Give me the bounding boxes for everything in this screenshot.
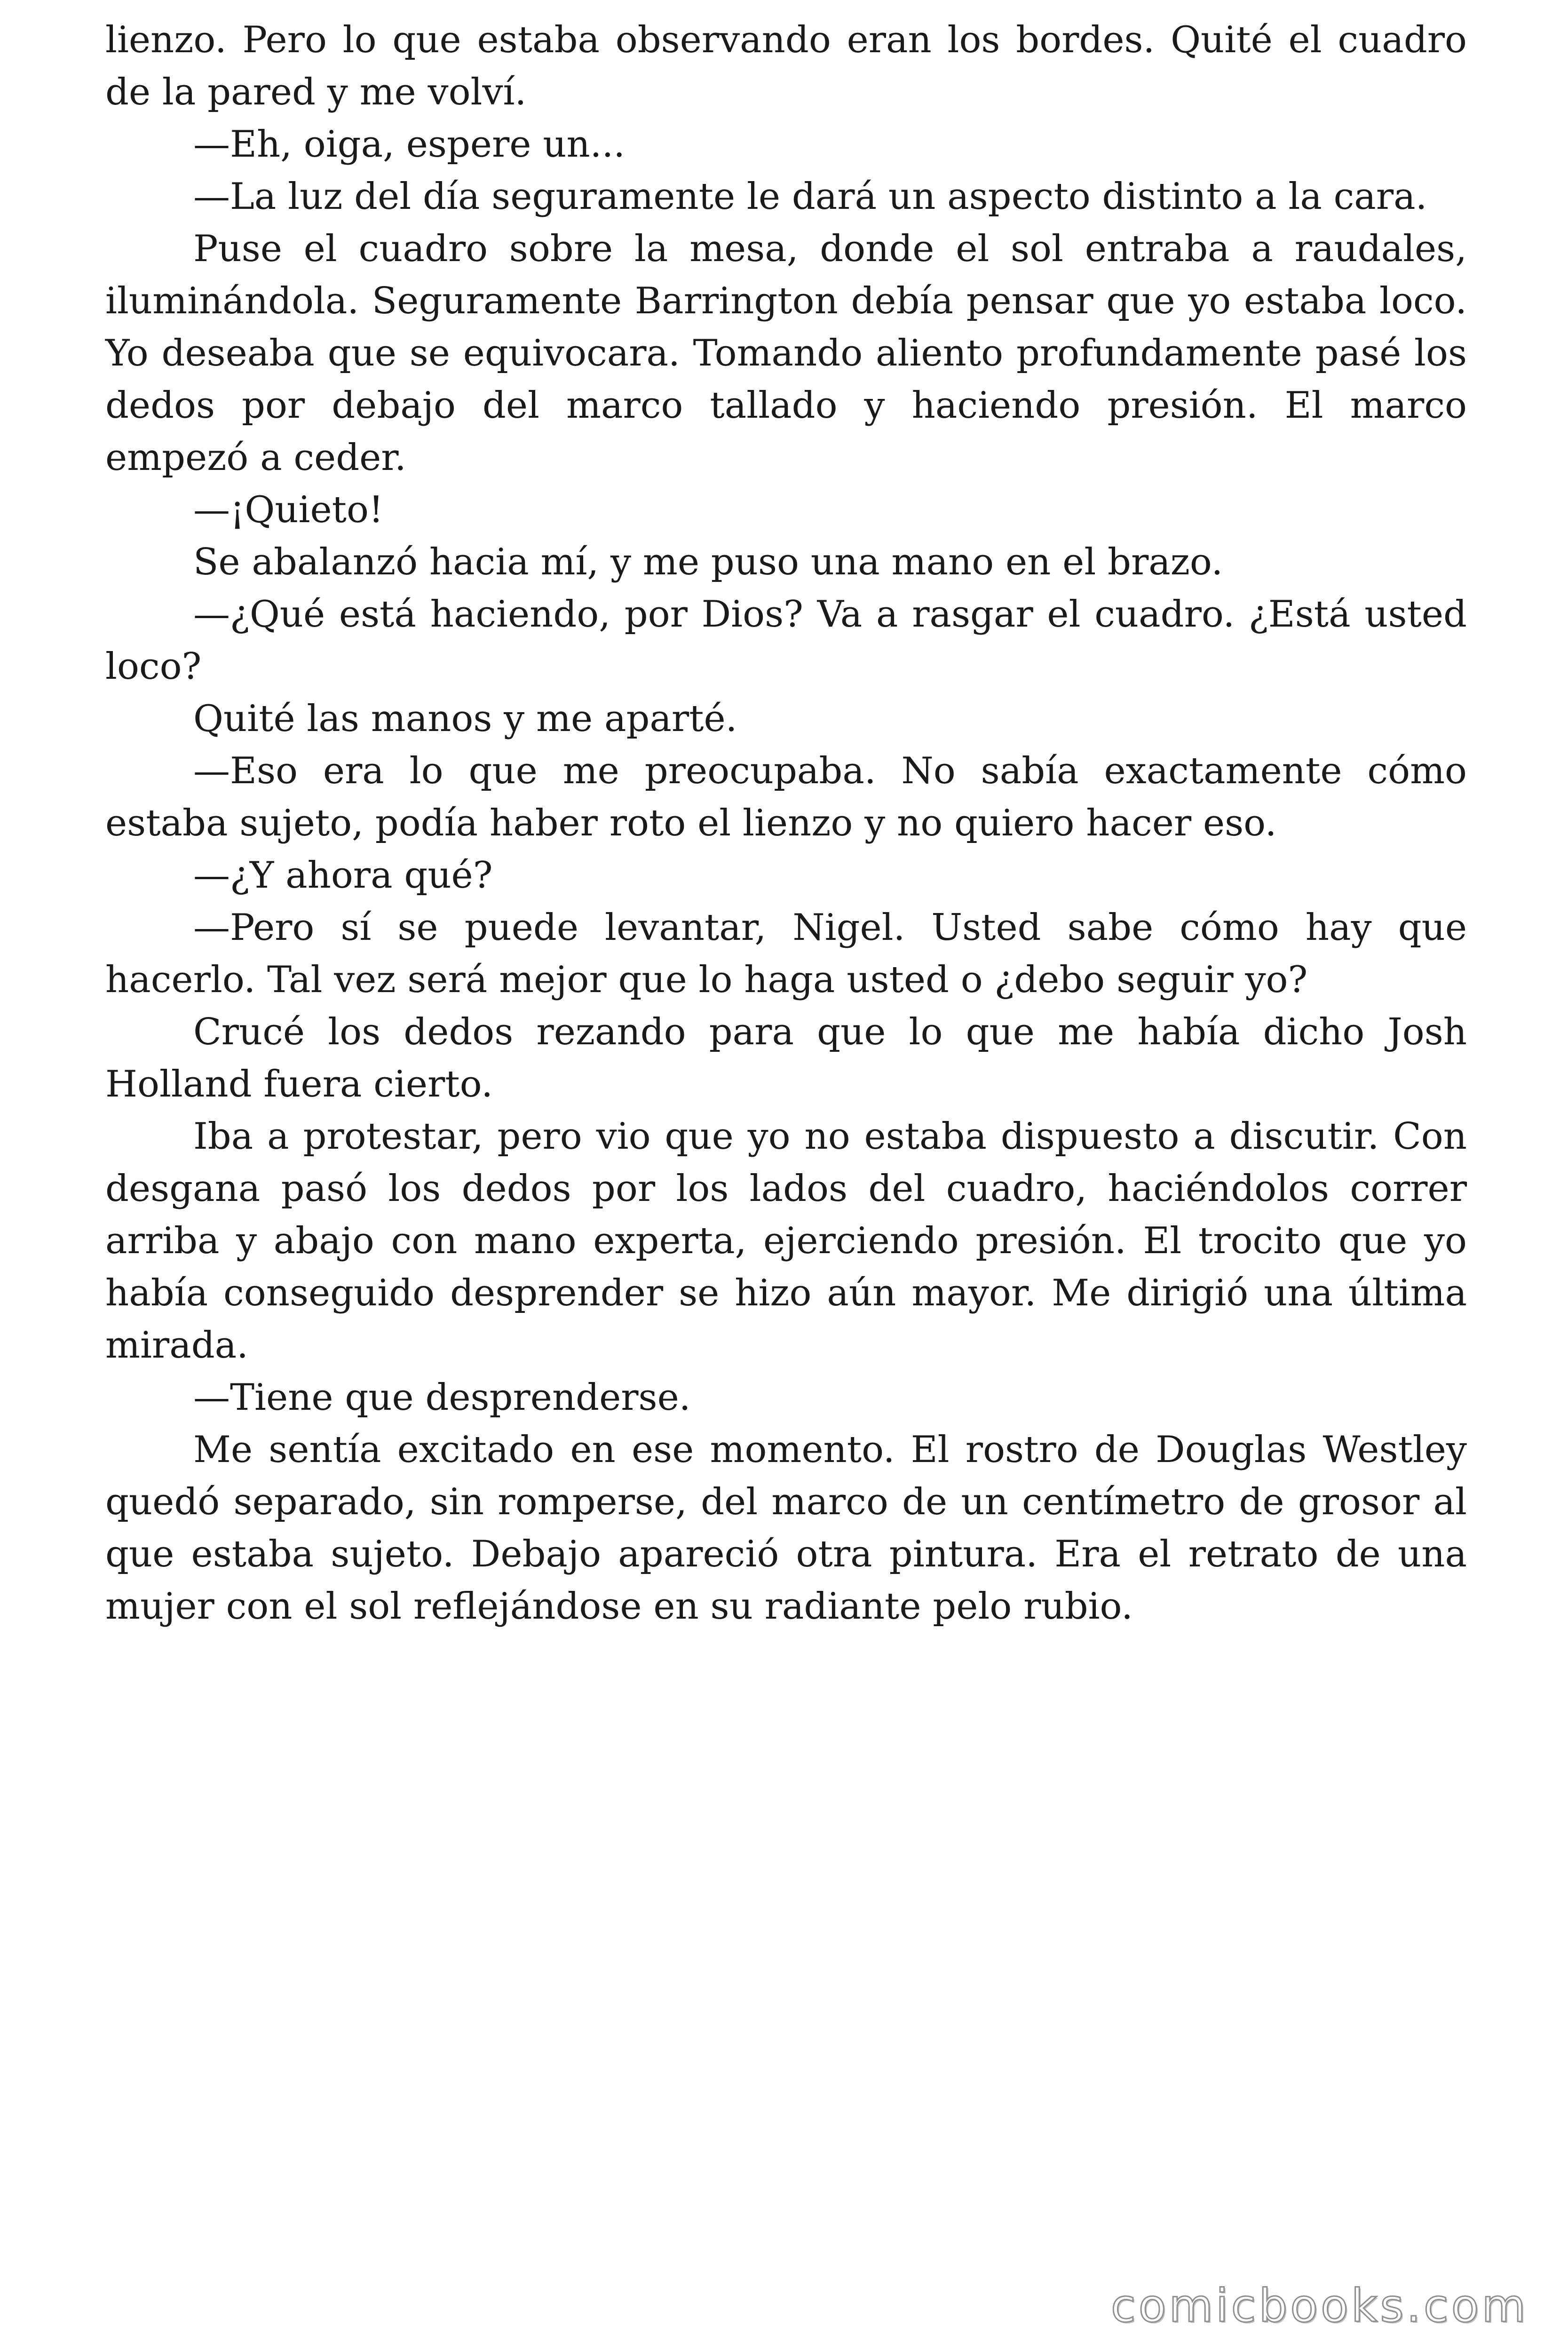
paragraph-10: —¿Y ahora qué? [193,854,493,897]
paragraph-15: Me sentía excitado en ese momento. El rostro de Douglas Westley quedó separado, sin romperse, del marco de un centímetro de grosor al que estaba sujeto. Debajo apareció otra pintura. Era el retrato de una mujer con el sol reflejándose en su radiante pelo rubio. [105,1429,1467,1628]
paragraph-2: —Eh, oiga, espere un... [193,123,626,166]
paragraph-6: Se abalanzó hacia mí, y me puso una mano en el brazo. [193,541,1223,583]
paragraph-1: lienzo. Pero lo que estaba observando eran los bordes. Quité el cuadro de la pared y me volví. [105,19,1467,113]
paragraph-14: —Tiene que desprenderse. [193,1376,691,1419]
paragraph-3: —La luz del día seguramente le dará un aspecto distinto a la cara. [193,175,1427,218]
paragraph-13: Iba a protestar, pero vio que yo no estaba dispuesto a discutir. Con desgana pasó los dedos por los lados del cuadro, haciéndolos correr arriba y abajo con mano experta, ejerciendo presión. El trocito que yo había conseguido desprender se hizo aún mayor. Me dirigió una última mirada. [105,1115,1467,1367]
paragraph-11: —Pero sí se puede levantar, Nigel. Usted sabe cómo hay que hacerlo. Tal vez será mejor que lo haga usted o ¿debo seguir yo? [105,906,1467,1001]
paragraph-5: —¡Quieto! [193,489,384,531]
paragraph-9: —Eso era lo que me preocupaba. No sabía exactamente cómo estaba sujeto, podía haber roto el lienzo y no quiero hacer eso. [105,750,1467,844]
paragraph-4: Puse el cuadro sobre la mesa, donde el sol entraba a raudales, iluminándola. Seguramente Barrington debía pensar que yo estaba loco. Yo deseaba que se equivocara. Tomando aliento profundamente pasé los dedos por debajo del marco tallado y haciendo presión. El marco empezó a ceder. [105,228,1467,479]
paragraph-8: Quité las manos y me aparté. [193,698,737,740]
body-text [105,14,1467,1633]
paragraph-7: —¿Qué está haciendo, por Dios? Va a rasgar el cuadro. ¿Está usted loco? [105,593,1467,688]
watermark: comicbooks.com [1110,2280,1528,2332]
paragraph-12: Crucé los dedos rezando para que lo que me había dicho Josh Holland fuera cierto. [105,1011,1467,1105]
